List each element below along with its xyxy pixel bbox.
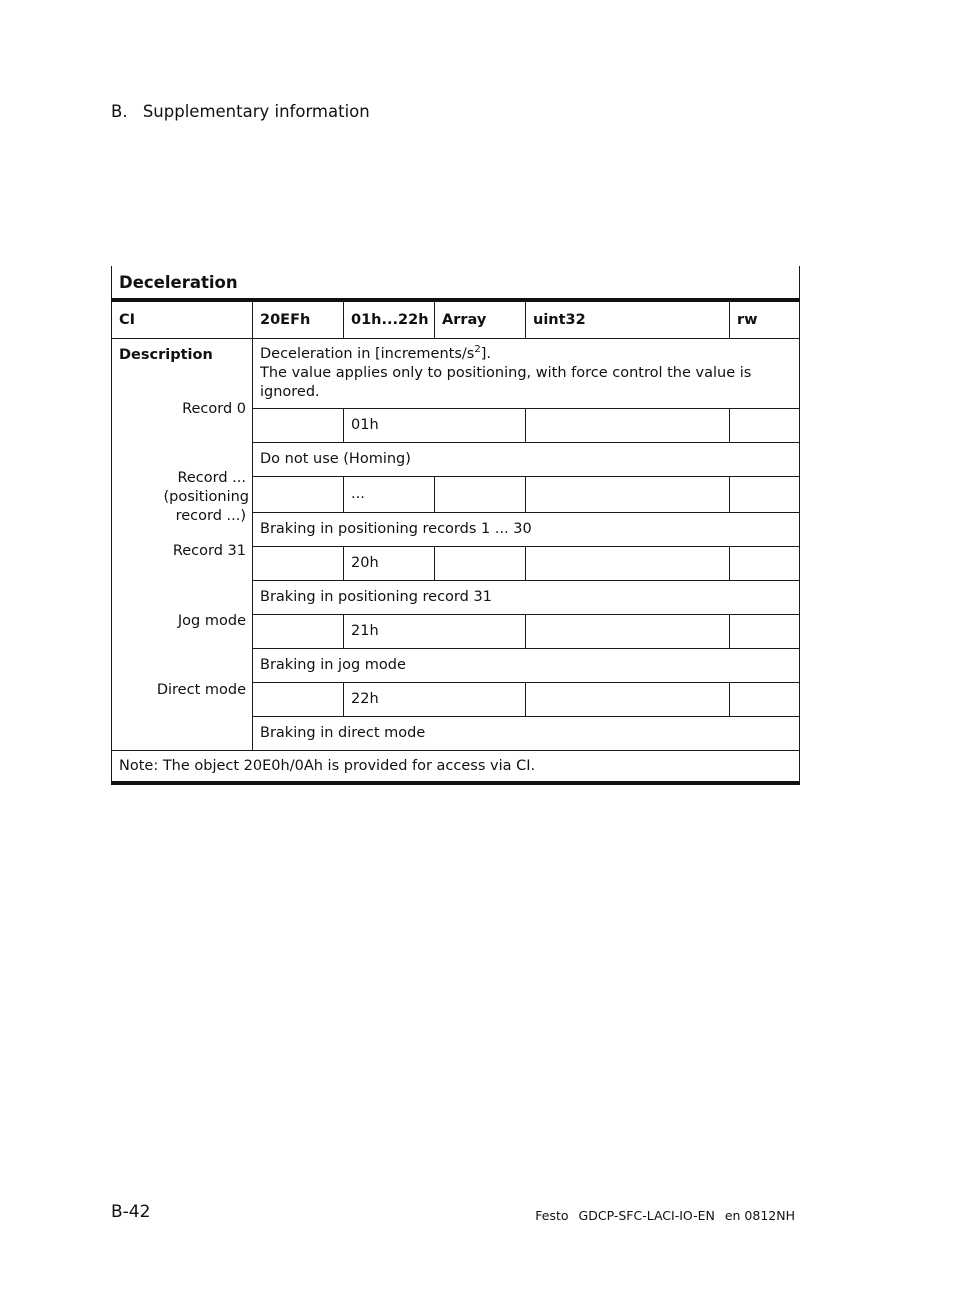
section-title: Supplementary information xyxy=(142,102,370,121)
record-label: (positioning xyxy=(163,489,249,505)
record-label: Record ... xyxy=(177,470,246,486)
subindex-cell: 22h xyxy=(344,683,526,717)
description-left-cell xyxy=(112,339,253,751)
record-text: Braking in direct mode xyxy=(253,717,800,751)
record-label: Direct mode xyxy=(156,682,246,698)
footer-doc-id: GDCP-SFC-LACI-IO-EN xyxy=(578,1208,715,1223)
empty-cell xyxy=(730,683,800,717)
footer-company: Festo xyxy=(535,1208,569,1223)
page-number: B-42 xyxy=(111,1202,151,1222)
empty-cell xyxy=(253,683,344,717)
ci-datatype: uint32 xyxy=(526,300,730,339)
empty-cell xyxy=(253,477,344,513)
footer-info xyxy=(529,1208,795,1223)
description-label: Description xyxy=(119,347,213,363)
ci-subindex: 01h...22h xyxy=(344,300,435,339)
empty-cell xyxy=(730,547,800,581)
record-text: Braking in jog mode xyxy=(253,649,800,683)
object-table xyxy=(111,266,799,785)
ci-row xyxy=(112,300,800,339)
description-line-1: Deceleration in $[increments/s^2]$. xyxy=(260,344,491,362)
empty-cell xyxy=(526,683,730,717)
note-text: Note: The object 20E0h/0Ah is provided for access via CI. xyxy=(112,751,800,784)
record-text: Braking in positioning record 31 xyxy=(253,581,800,615)
footer-edition: en 0812NH xyxy=(724,1208,795,1223)
record-label: Jog mode xyxy=(177,613,246,629)
record-text: Braking in positioning records 1 ... 30 xyxy=(253,513,800,547)
empty-cell xyxy=(526,409,730,443)
table-title-row xyxy=(112,266,800,300)
description-row xyxy=(112,339,800,409)
empty-cell xyxy=(526,547,730,581)
subindex-cell: ... xyxy=(344,477,435,513)
subindex-cell: 20h xyxy=(344,547,435,581)
section-header xyxy=(111,102,370,121)
empty-cell xyxy=(526,615,730,649)
empty-cell xyxy=(253,615,344,649)
record-text: Do not use (Homing) xyxy=(253,443,800,477)
empty-cell xyxy=(730,477,800,513)
record-label: Record 0 xyxy=(182,401,246,417)
description-text xyxy=(253,339,800,409)
note-row xyxy=(112,751,800,784)
empty-cell xyxy=(253,409,344,443)
empty-cell xyxy=(435,547,526,581)
section-number: B. xyxy=(111,102,128,121)
empty-cell xyxy=(253,547,344,581)
subindex-cell: 01h xyxy=(344,409,526,443)
record-label: record ...) xyxy=(175,508,246,524)
empty-cell xyxy=(435,477,526,513)
empty-cell xyxy=(730,615,800,649)
empty-cell xyxy=(526,477,730,513)
ci-type: Array xyxy=(435,300,526,339)
record-label: Record 31 xyxy=(172,543,246,559)
empty-cell xyxy=(730,409,800,443)
subindex-cell: 21h xyxy=(344,615,526,649)
ci-index: 20EFh xyxy=(253,300,344,339)
ci-access: rw xyxy=(730,300,800,339)
description-line-2: The value applies only to positioning, with force control the value is ignored. xyxy=(260,365,752,400)
ci-label: CI xyxy=(112,300,253,339)
table-title: Deceleration xyxy=(112,266,800,300)
